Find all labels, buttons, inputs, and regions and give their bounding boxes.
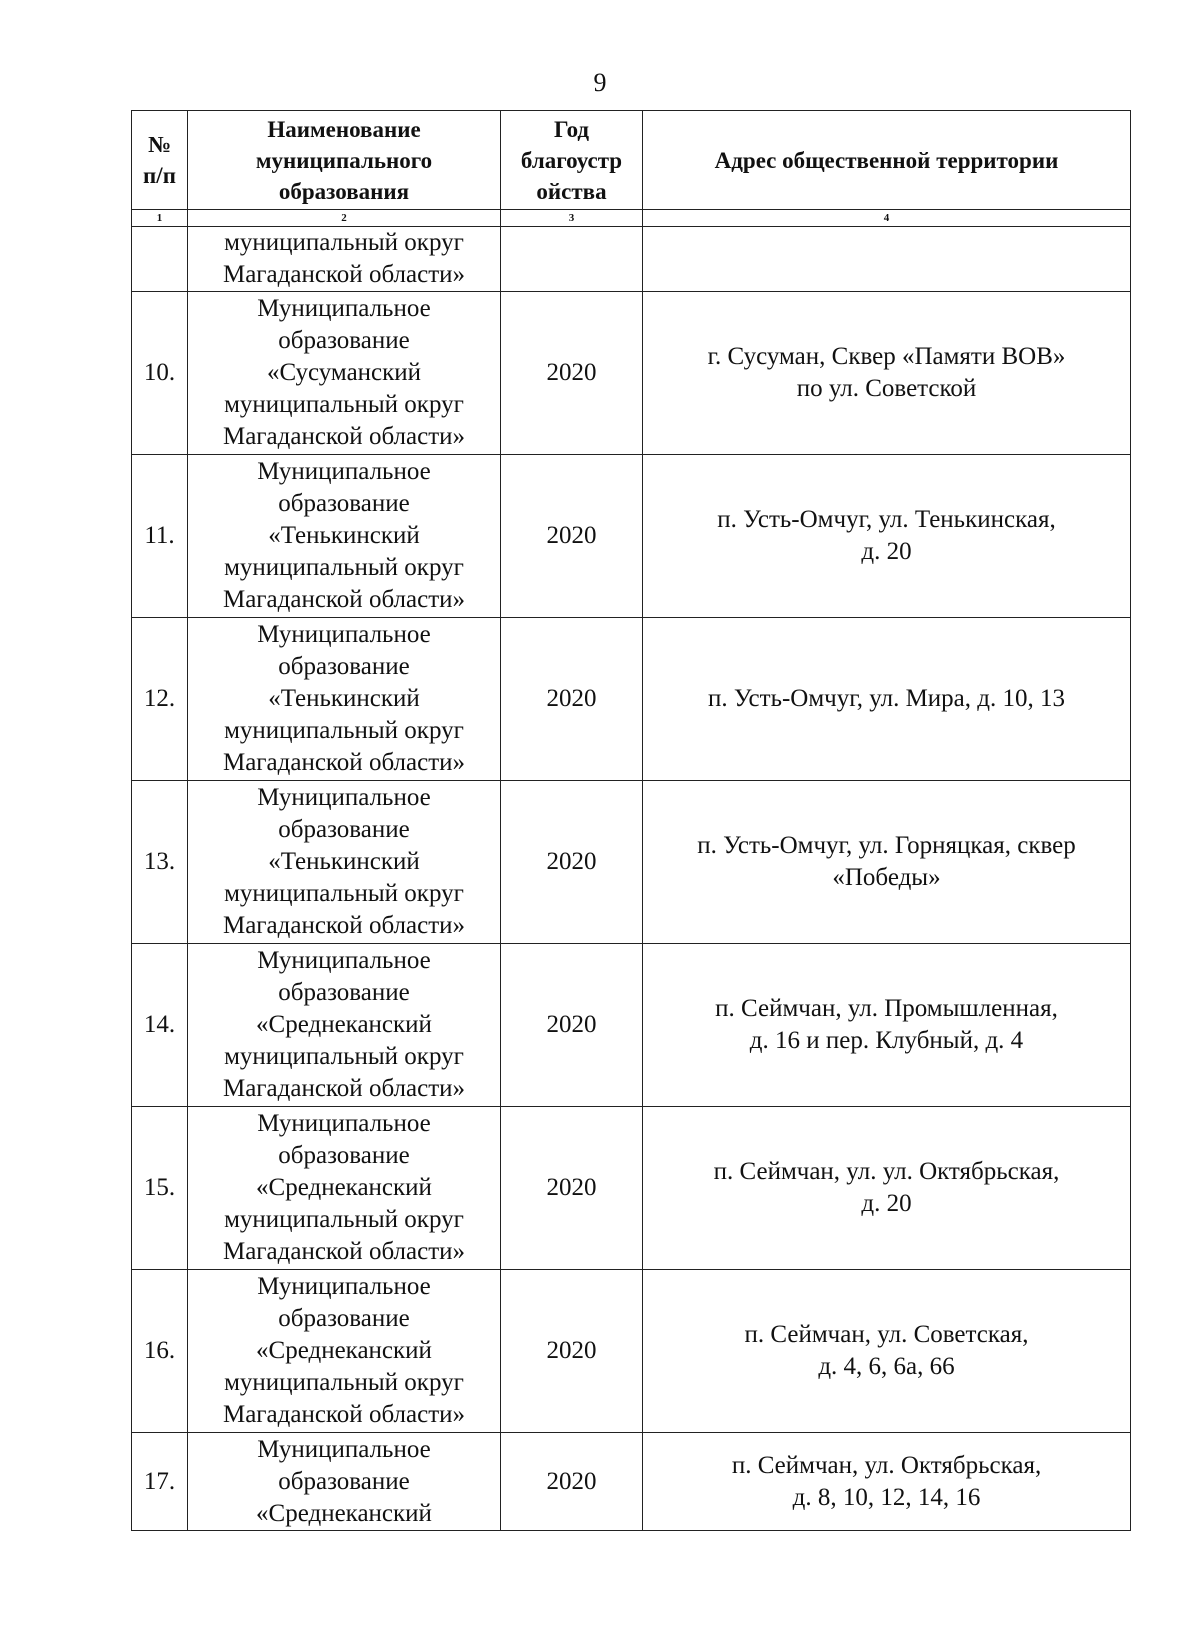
row-number: 17. (132, 1433, 188, 1531)
row-number (132, 227, 188, 292)
row-year: 2020 (501, 944, 643, 1107)
name-line: Муниципальное (257, 621, 431, 648)
table-row (132, 944, 1131, 1107)
name-line: «Тенькинский (268, 848, 420, 875)
row-address (643, 455, 1131, 618)
name-line: муниципальный округ (224, 880, 464, 907)
row-address (643, 292, 1131, 455)
row-number: 12. (132, 618, 188, 781)
table-row (132, 618, 1131, 781)
table-row (132, 781, 1131, 944)
header-address-line: Адрес общественной территории (714, 147, 1059, 173)
name-line: «Среднеканский (256, 1499, 432, 1527)
address-line: г. Сусуман, Сквер «Памяти ВОВ» (707, 343, 1066, 370)
address-line: п. Сеймчан, ул. ул. Октябрьская, (713, 1158, 1060, 1185)
address-line: д. 8, 10, 12, 14, 16 (792, 1483, 981, 1511)
name-line: муниципальный округ (224, 1206, 464, 1233)
address-line: п. Сеймчан, ул. Советская, (744, 1321, 1029, 1348)
address-line: п. Сеймчан, ул. Промышленная, (715, 995, 1058, 1022)
row-name (188, 227, 501, 292)
name-line: образование (278, 327, 410, 354)
name-line: «Тенькинский (268, 522, 420, 549)
row-name (188, 292, 501, 455)
page-number: 9 (593, 68, 607, 97)
name-line: «Среднеканский (256, 1174, 432, 1201)
table-row (132, 1107, 1131, 1270)
table-row (132, 1433, 1131, 1531)
address-line: по ул. Советской (796, 375, 977, 402)
name-line: муниципальный округ (224, 1369, 464, 1396)
name-line: Муниципальное (257, 947, 431, 974)
name-line: Муниципальное (257, 458, 431, 485)
name-line: Магаданской области» (222, 1401, 466, 1428)
row-number: 15. (132, 1107, 188, 1270)
name-line: Магаданской области» (222, 1075, 466, 1102)
header-name-line: образования (278, 178, 410, 204)
table-row (132, 292, 1131, 455)
name-line: Магаданской области» (222, 1238, 466, 1265)
name-line: Муниципальное (257, 1110, 431, 1137)
header-name-line: муниципального (255, 147, 433, 173)
row-address (643, 781, 1131, 944)
table-row (132, 455, 1131, 618)
row-address (643, 618, 1131, 781)
column-number: 3 (501, 210, 643, 227)
row-year: 2020 (501, 1433, 643, 1531)
column-number: 1 (132, 210, 188, 227)
row-address (643, 944, 1131, 1107)
column-number: 4 (643, 210, 1131, 227)
row-number: 13. (132, 781, 188, 944)
name-line: Муниципальное (257, 1435, 431, 1463)
name-line: муниципальный округ (224, 554, 464, 581)
address-line: «Победы» (832, 864, 941, 891)
name-line: «Тенькинский (268, 685, 420, 712)
header-num-line: № (147, 132, 172, 157)
header-year-line: Год (553, 116, 590, 142)
header-name-line: Наименование (267, 116, 421, 142)
header-address (643, 111, 1131, 210)
column-numbers-row (132, 210, 1131, 227)
row-number: 11. (132, 455, 188, 618)
continuation-row (132, 227, 1131, 292)
row-year: 2020 (501, 1270, 643, 1433)
name-line: образование (278, 1467, 410, 1495)
header-year-line: благоустр (520, 147, 623, 173)
row-address (643, 227, 1131, 292)
row-number: 10. (132, 292, 188, 455)
territories-table (131, 110, 1131, 1531)
name-line: образование (278, 1142, 410, 1169)
address-line: д. 16 и пер. Клубный, д. 4 (749, 1027, 1024, 1054)
row-year: 2020 (501, 781, 643, 944)
name-line: Магаданской области» (222, 261, 466, 288)
header-row (132, 111, 1131, 210)
row-address (643, 1433, 1131, 1531)
row-address (643, 1107, 1131, 1270)
row-year: 2020 (501, 292, 643, 455)
name-line: муниципальный округ (224, 229, 464, 256)
address-line: п. Сеймчан, ул. Октябрьская, (731, 1451, 1042, 1479)
row-name (188, 618, 501, 781)
row-name (188, 781, 501, 944)
name-line: муниципальный округ (224, 717, 464, 744)
header-name (188, 111, 501, 210)
name-line: Муниципальное (257, 784, 431, 811)
row-year: 2020 (501, 618, 643, 781)
row-number: 14. (132, 944, 188, 1107)
header-num-line: п/п (143, 163, 176, 188)
header-year (501, 111, 643, 210)
name-line: Магаданской области» (222, 586, 466, 613)
row-name (188, 1433, 501, 1531)
row-name (188, 1270, 501, 1433)
name-line: «Среднеканский (256, 1011, 432, 1038)
row-address (643, 1270, 1131, 1433)
row-name (188, 1107, 501, 1270)
row-year: 2020 (501, 1107, 643, 1270)
row-name (188, 455, 501, 618)
name-line: образование (278, 979, 410, 1006)
column-number: 2 (188, 210, 501, 227)
header-year-line: ойства (536, 178, 607, 204)
name-line: Магаданской области» (222, 749, 466, 776)
name-line: «Среднеканский (256, 1337, 432, 1364)
address-line: д. 4, 6, 6а, 66 (818, 1353, 955, 1380)
address-line: п. Усть-Омчуг, ул. Мира, д. 10, 13 (707, 685, 1065, 712)
name-line: Магаданской области» (222, 912, 466, 939)
address-line: п. Усть-Омчуг, ул. Тенькинская, (717, 506, 1056, 533)
address-line: п. Усть-Омчуг, ул. Горняцкая, сквер (697, 832, 1076, 859)
row-year: 2020 (501, 455, 643, 618)
address-line: д. 20 (861, 1190, 912, 1217)
name-line: «Сусуманский (266, 359, 422, 386)
name-line: муниципальный округ (224, 391, 464, 418)
header-num (132, 111, 188, 210)
row-number: 16. (132, 1270, 188, 1433)
name-line: Муниципальное (257, 1273, 431, 1300)
name-line: образование (278, 1305, 410, 1332)
name-line: образование (278, 816, 410, 843)
name-line: образование (278, 653, 410, 680)
row-name (188, 944, 501, 1107)
table-row (132, 1270, 1131, 1433)
address-line: д. 20 (861, 538, 912, 565)
row-year (501, 227, 643, 292)
name-line: муниципальный округ (224, 1043, 464, 1070)
name-line: Магаданской области» (222, 423, 466, 450)
name-line: образование (278, 490, 410, 517)
name-line: Муниципальное (257, 295, 431, 322)
